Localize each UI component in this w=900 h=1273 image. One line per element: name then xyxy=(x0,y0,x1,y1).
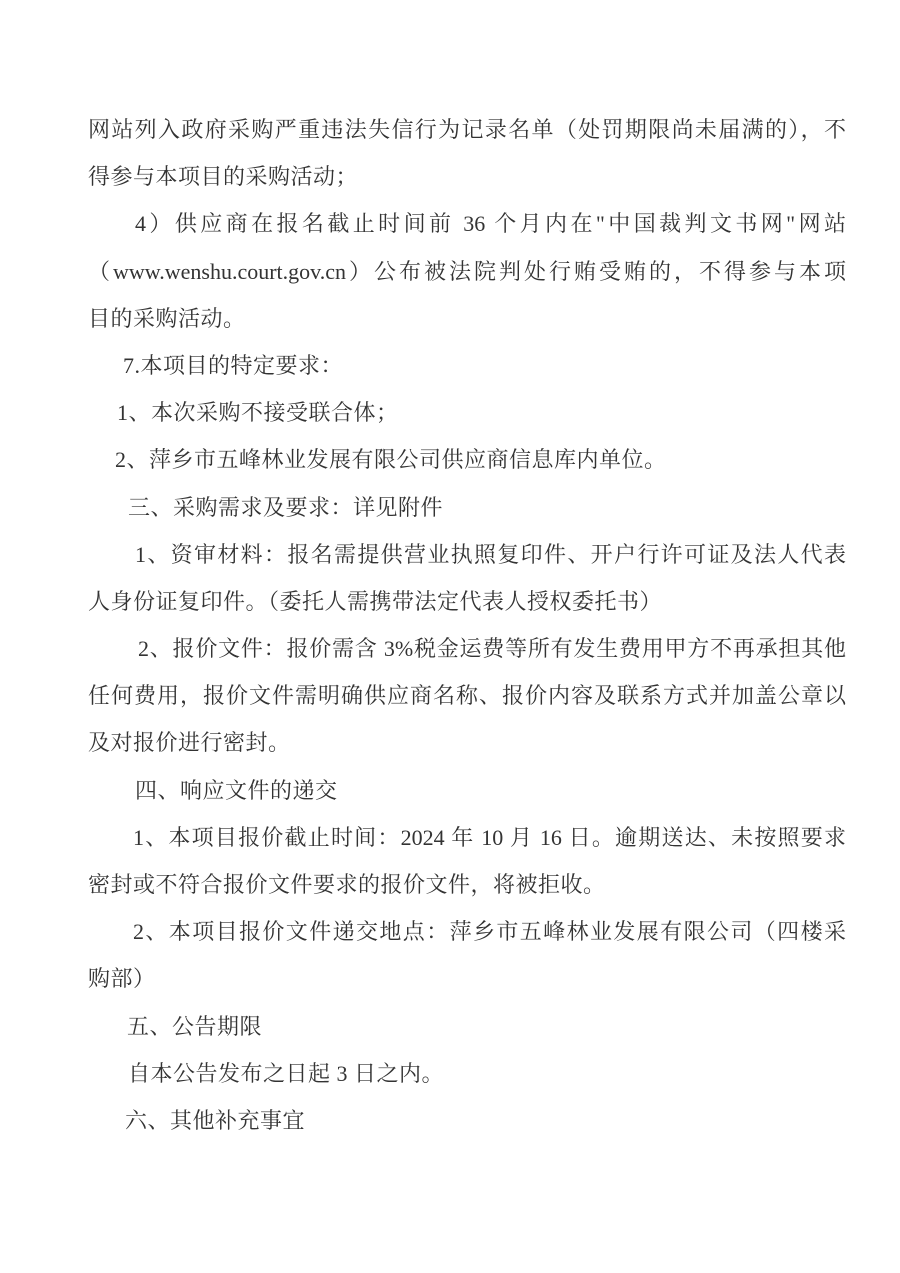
text-line: 五、公告期限 xyxy=(127,1013,263,1039)
text-line: 网站列入政府采购严重违法失信行为记录名单（处罚期限尚未届满的），不 xyxy=(88,117,846,142)
text-line: 四、响应文件的递交 xyxy=(135,777,338,803)
text-line: 六、其他补充事宜 xyxy=(125,1107,306,1133)
text-line: 自本公告发布之日起 3 日之内。 xyxy=(128,1060,445,1086)
text-line: 及对报价进行密封。 xyxy=(88,730,291,756)
text-line: 得参与本项目的采购活动； xyxy=(88,164,359,190)
text-line: 人身份证复印件。（委托人需携带法定代表人授权委托书） xyxy=(88,588,663,614)
text-line: 1、本项目报价截止时间：2024 年 10 月 16 日。逾期送达、未按照要求 xyxy=(133,824,846,850)
text-line: 购部） xyxy=(88,966,156,992)
text-line: 4）供应商在报名截止时间前 36 个月内在"中国裁判文书网"网站 xyxy=(135,211,846,237)
text-line: 目的采购活动。 xyxy=(88,305,246,331)
text-line: 1、资审材料：报名需提供营业执照复印件、开户行许可证及法人代表 xyxy=(135,541,846,567)
text-line: （www.wenshu.court.gov.cn）公布被法院判处行贿受贿的，不得参与本项 xyxy=(88,258,846,284)
text-line: 2、报价文件：报价需含 3%税金运费等所有发生费用甲方不再承担其他 xyxy=(138,636,846,662)
text-line: 7.本项目的特定要求： xyxy=(123,352,344,378)
text-line: 1、本次采购不接受联合体； xyxy=(117,400,399,426)
text-line: 密封或不符合报价文件要求的报价文件，将被拒收。 xyxy=(88,872,606,897)
text-line: 2、萍乡市五峰林业发展有限公司供应商信息库内单位。 xyxy=(115,447,667,473)
text-line: 2、本项目报价文件递交地点：萍乡市五峰林业发展有限公司（四楼采 xyxy=(133,919,846,945)
text-block xyxy=(88,106,846,1144)
text-line: 任何费用，报价文件需明确供应商名称、报价内容及联系方式并加盖公章以 xyxy=(88,683,846,709)
text-line: 三、采购需求及要求：详见附件 xyxy=(128,494,444,520)
